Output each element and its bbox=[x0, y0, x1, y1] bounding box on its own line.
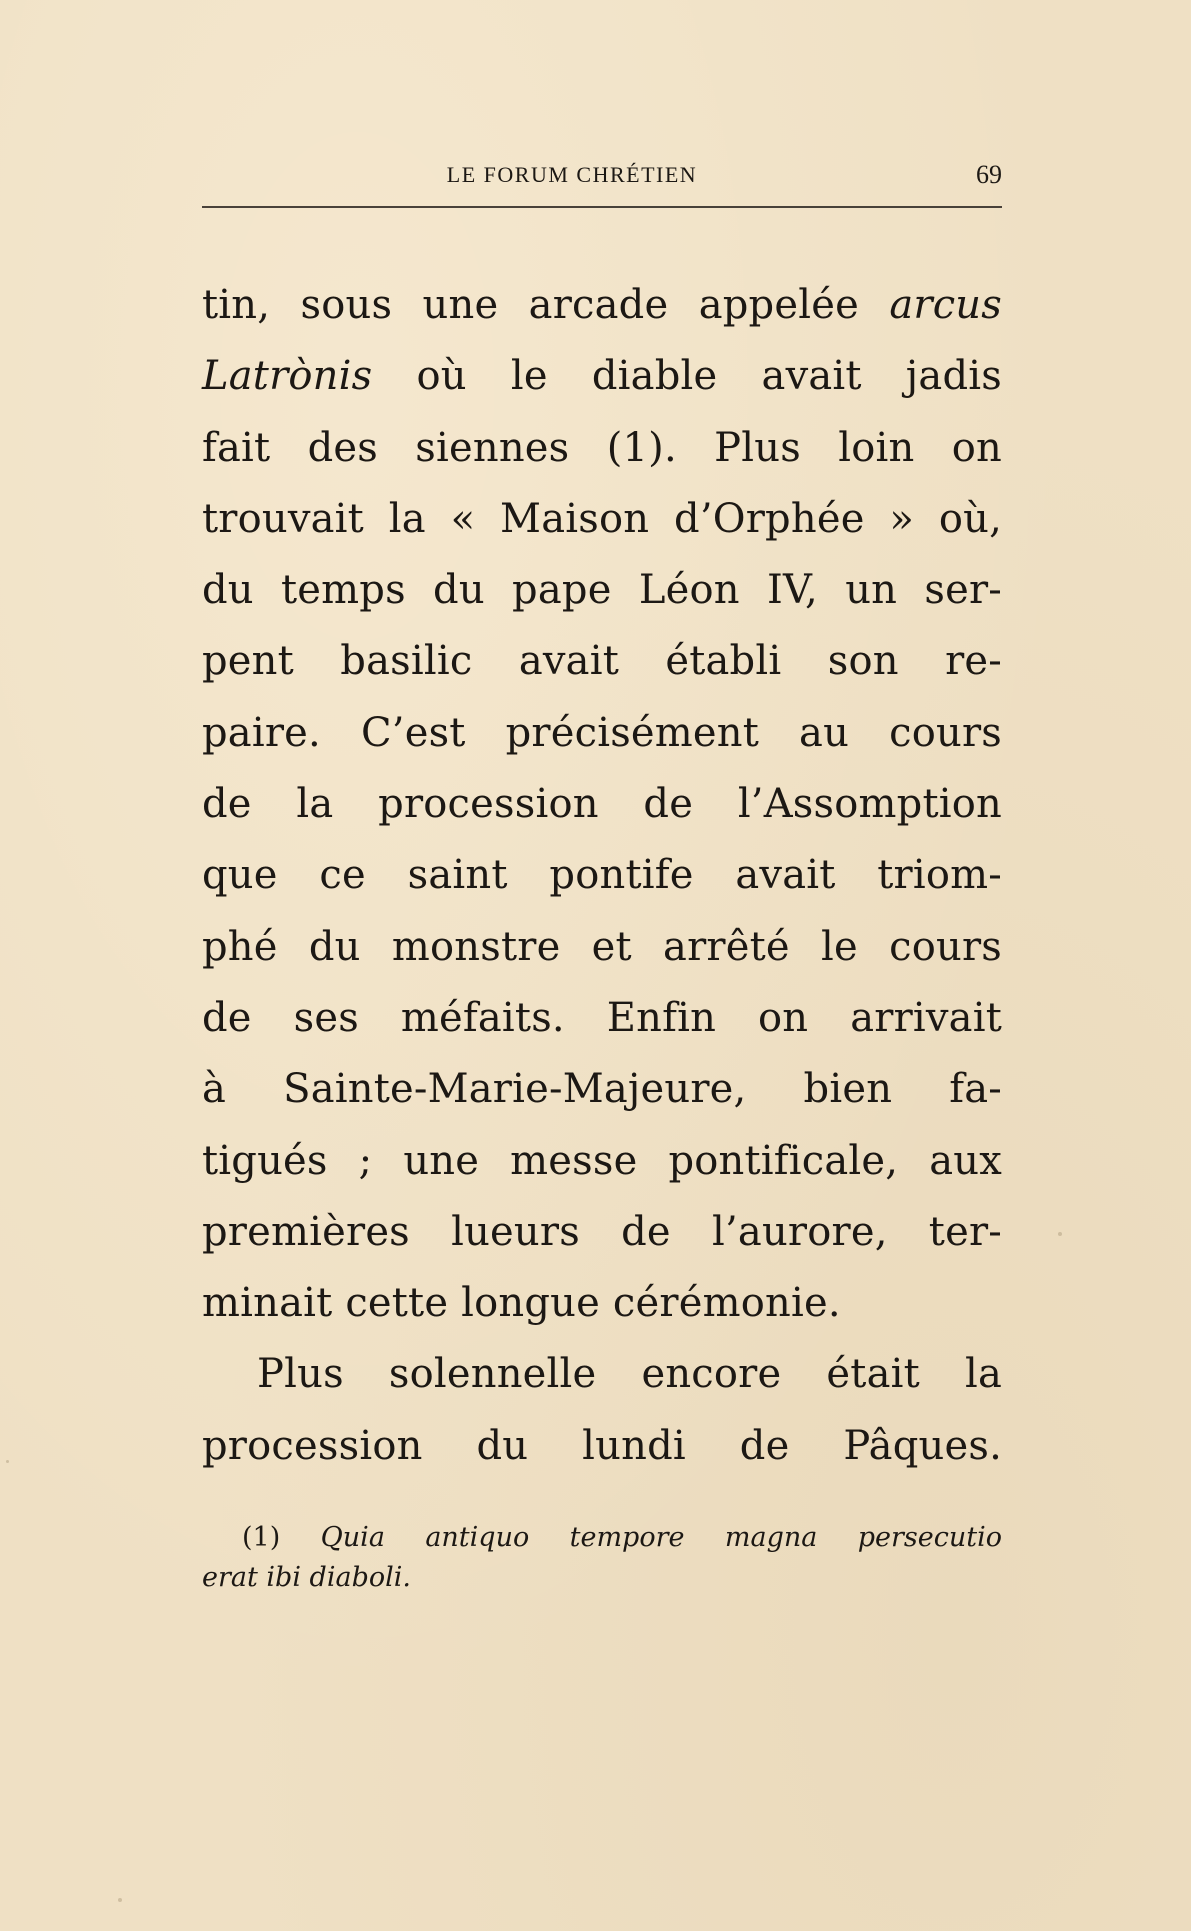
italic-segment: arcus bbox=[889, 282, 1002, 328]
text-line: à Sainte-Marie-Majeure, bien fa- bbox=[202, 1066, 1002, 1113]
text-line: du temps du pape Léon IV, un ser- bbox=[202, 567, 1002, 614]
text-line: de ses méfaits. Enfin on arrivait bbox=[202, 994, 1002, 1041]
footnote bbox=[202, 1518, 1002, 1598]
running-title: LE FORUM CHRÉTIEN bbox=[446, 162, 698, 187]
text-line: fait des siennes (1). Plus loin on bbox=[202, 424, 1002, 471]
footnote-line bbox=[202, 1518, 1002, 1558]
text-line: trouvait la « Maison d’Orphée » où, bbox=[202, 495, 1002, 542]
book-page bbox=[202, 158, 1002, 1593]
footnote-marker: (1) bbox=[242, 1522, 321, 1553]
footnote-text: erat ibi diaboli. bbox=[202, 1562, 411, 1593]
header-rule bbox=[202, 206, 1002, 208]
text-line: paire. C’est précisément au cours bbox=[202, 709, 1002, 756]
text-line bbox=[202, 270, 1002, 341]
footnote-text: Quia antiquo tempore magna persecutio bbox=[320, 1522, 1002, 1553]
text-line: tigués ; une messe pontificale, aux bbox=[202, 1137, 1002, 1184]
text-line: que ce saint pontife avait triom- bbox=[202, 852, 1002, 899]
text-line: procession du lundi de Pâques. bbox=[202, 1422, 1002, 1469]
text-line: phé du monstre et arrêté le cours bbox=[202, 923, 1002, 970]
body-text bbox=[202, 270, 1002, 1482]
paragraph-end-line: minait cette longue cérémonie. bbox=[202, 1280, 841, 1327]
text-segment: tin, sous une arcade appelée bbox=[202, 282, 890, 328]
text-segment: où le diable avait jadis bbox=[372, 353, 1002, 400]
text-line: premières lueurs de l’aurore, ter- bbox=[202, 1208, 1002, 1255]
paper-speck bbox=[118, 1898, 122, 1902]
paper-speck bbox=[1058, 1232, 1062, 1236]
paragraph-start-line: Plus solennelle encore était la bbox=[257, 1351, 1002, 1398]
italic-segment: Latrònis bbox=[202, 353, 373, 400]
footnote-line bbox=[202, 1558, 1002, 1598]
running-head bbox=[202, 158, 1002, 198]
text-line: pent basilic avait établi son re- bbox=[202, 638, 1002, 685]
page-number: 69 bbox=[976, 160, 1002, 189]
text-line bbox=[202, 341, 1002, 412]
text-line: de la procession de l’Assomption bbox=[202, 781, 1002, 828]
paper-speck bbox=[6, 1460, 9, 1463]
